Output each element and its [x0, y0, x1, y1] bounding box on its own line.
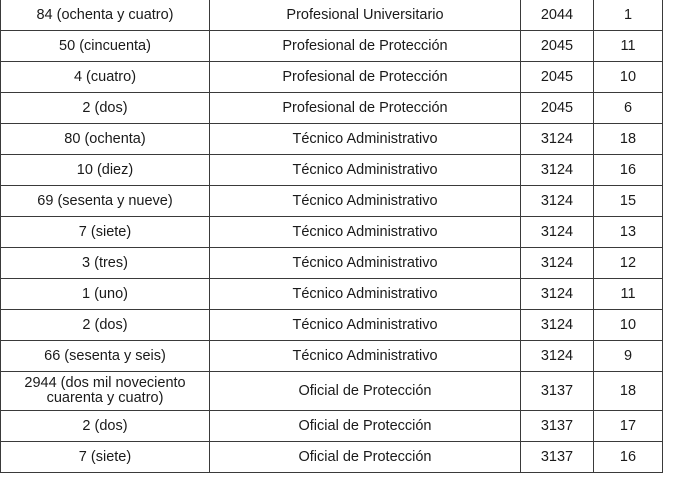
position-cell: Técnico Administrativo: [210, 217, 521, 248]
table-row: [1, 341, 663, 372]
quantity-cell: 2 (dos): [1, 310, 210, 341]
code-cell: 3124: [521, 310, 594, 341]
code-cell: 3137: [521, 372, 594, 411]
grade-cell: 17: [594, 411, 663, 442]
table-row: [1, 372, 663, 411]
grade-cell: 16: [594, 442, 663, 473]
grade-cell: 10: [594, 62, 663, 93]
quantity-cell: 69 (sesenta y nueve): [1, 186, 210, 217]
code-cell: 3124: [521, 341, 594, 372]
position-cell: Técnico Administrativo: [210, 279, 521, 310]
table-row: [1, 0, 663, 31]
table-row: [1, 124, 663, 155]
position-cell: Técnico Administrativo: [210, 186, 521, 217]
table-row: [1, 31, 663, 62]
quantity-cell: 2 (dos): [1, 93, 210, 124]
table-row: [1, 155, 663, 186]
quantity-cell: 4 (cuatro): [1, 62, 210, 93]
grade-cell: 12: [594, 248, 663, 279]
code-cell: 3124: [521, 155, 594, 186]
code-cell: 3124: [521, 186, 594, 217]
quantity-cell: 2944 (dos mil noveciento cuarenta y cuatro): [1, 372, 210, 411]
table-row: [1, 442, 663, 473]
position-cell: Técnico Administrativo: [210, 310, 521, 341]
grade-cell: 15: [594, 186, 663, 217]
code-cell: 2045: [521, 62, 594, 93]
code-cell: 3137: [521, 411, 594, 442]
grade-cell: 1: [594, 0, 663, 31]
grade-cell: 6: [594, 93, 663, 124]
table-row: [1, 217, 663, 248]
code-cell: 3124: [521, 279, 594, 310]
grade-cell: 18: [594, 124, 663, 155]
table-row: [1, 93, 663, 124]
position-cell: Técnico Administrativo: [210, 248, 521, 279]
quantity-cell: 80 (ochenta): [1, 124, 210, 155]
position-cell: Profesional Universitario: [210, 0, 521, 31]
quantity-cell: 3 (tres): [1, 248, 210, 279]
position-cell: Técnico Administrativo: [210, 124, 521, 155]
quantity-cell: 2 (dos): [1, 411, 210, 442]
table-row: [1, 310, 663, 341]
position-cell: Profesional de Protección: [210, 62, 521, 93]
table-row: [1, 279, 663, 310]
table-row: [1, 411, 663, 442]
quantity-cell: 84 (ochenta y cuatro): [1, 0, 210, 31]
position-cell: Técnico Administrativo: [210, 341, 521, 372]
code-cell: 2045: [521, 93, 594, 124]
code-cell: 3137: [521, 442, 594, 473]
position-cell: Oficial de Protección: [210, 442, 521, 473]
table-row: [1, 248, 663, 279]
position-cell: Profesional de Protección: [210, 31, 521, 62]
grade-cell: 9: [594, 341, 663, 372]
grade-cell: 13: [594, 217, 663, 248]
code-cell: 2044: [521, 0, 594, 31]
grade-cell: 11: [594, 31, 663, 62]
quantity-cell: 1 (uno): [1, 279, 210, 310]
grade-cell: 16: [594, 155, 663, 186]
grade-cell: 11: [594, 279, 663, 310]
code-cell: 3124: [521, 124, 594, 155]
grade-cell: 18: [594, 372, 663, 411]
code-cell: 3124: [521, 217, 594, 248]
table-row: [1, 186, 663, 217]
quantity-cell: 50 (cincuenta): [1, 31, 210, 62]
position-cell: Oficial de Protección: [210, 372, 521, 411]
grade-cell: 10: [594, 310, 663, 341]
position-cell: Profesional de Protección: [210, 93, 521, 124]
position-cell: Técnico Administrativo: [210, 155, 521, 186]
code-cell: 3124: [521, 248, 594, 279]
table-row: [1, 62, 663, 93]
quantity-cell: 7 (siete): [1, 442, 210, 473]
table-body: [1, 0, 663, 473]
code-cell: 2045: [521, 31, 594, 62]
position-cell: Oficial de Protección: [210, 411, 521, 442]
quantity-cell: 7 (siete): [1, 217, 210, 248]
quantity-cell: 10 (diez): [1, 155, 210, 186]
quantity-cell: 66 (sesenta y seis): [1, 341, 210, 372]
